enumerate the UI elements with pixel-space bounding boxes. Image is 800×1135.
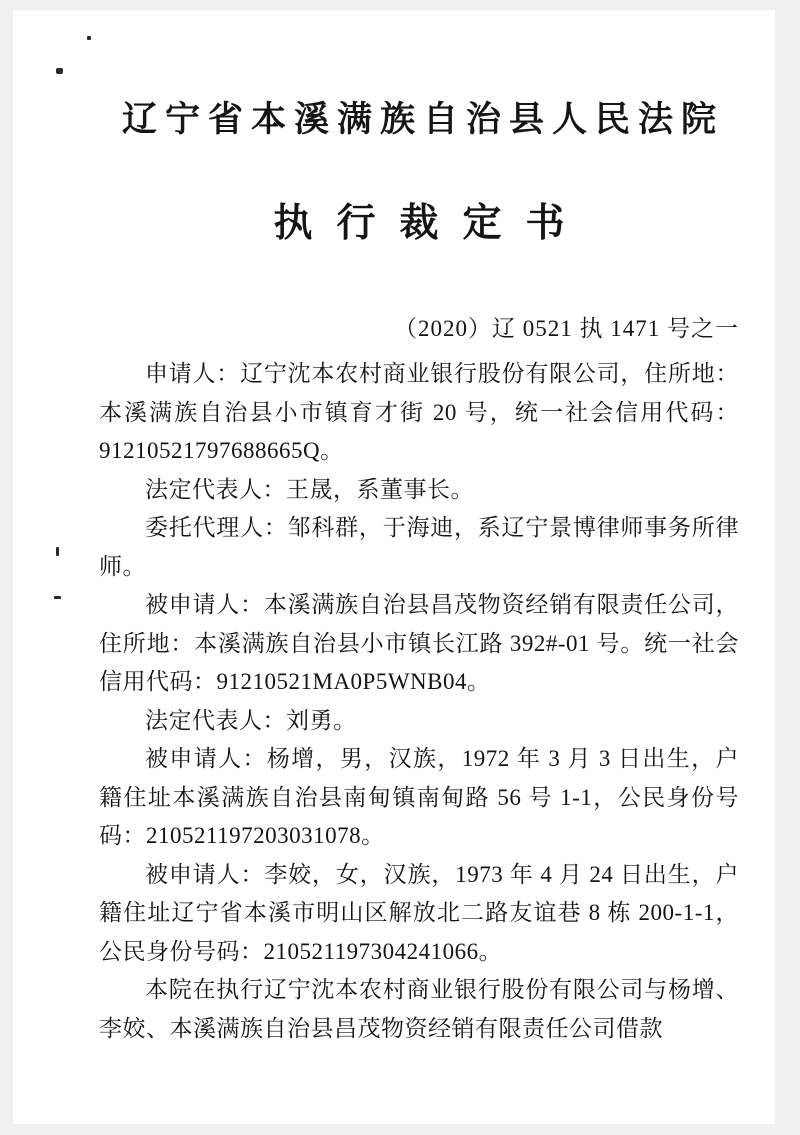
- paragraph-entrusted-agents: 委托代理人：邹科群，于海迪，系辽宁景博律师事务所律师。: [99, 515, 739, 579]
- paragraph-respondent-lijiao: 被申请人：李姣，女，汉族，1973 年 4 月 24 日出生，户籍住址辽宁省本溪市明山区解放北二路友谊巷 8 栋 200-1-1，公民身份号码：210521197304241066。: [99, 861, 739, 964]
- paragraph-respondent-yangzeng: 被申请人：杨增，男，汉族，1972 年 3 月 3 日出生，户籍住址本溪满族自治县南甸镇南甸路 56 号 1-1，公民身份号码：210521197203031078。: [99, 746, 739, 848]
- scan-artifact: [56, 547, 59, 556]
- scan-artifact: [56, 68, 63, 74]
- case-number: （2020）辽 0521 执 1471 号之一: [394, 316, 739, 341]
- paragraph-court-statement: 本院在执行辽宁沈本农村商业银行股份有限公司与杨增、李姣、本溪满族自治县昌茂物资经销有限责任公司借款: [99, 977, 739, 1041]
- document-page: [13, 10, 775, 1124]
- paragraph-applicant: 申请人：辽宁沈本农村商业银行股份有限公司，住所地：本溪满族自治县小市镇育才街 20 号，统一社会信用代码：91210521797688665Q。: [99, 361, 739, 463]
- scan-artifact: [54, 596, 61, 599]
- paragraph-legal-representative-2: 法定代表人：刘勇。: [145, 707, 357, 733]
- paragraph-legal-representative-1: 法定代表人：王晟，系董事长。: [145, 476, 474, 502]
- paragraph-respondent-company: 被申请人：本溪满族自治县昌茂物资经销有限责任公司，住所地：本溪满族自治县小市镇长江路 392#-01 号。统一社会信用代码：91210521MA0P5WNB04。: [99, 592, 739, 694]
- court-name-heading: 辽宁省本溪满族自治县人民法院: [121, 100, 724, 139]
- document-content: [99, 10, 739, 1048]
- document-title: 执行裁定书: [273, 202, 589, 245]
- scan-artifact: [87, 36, 91, 40]
- document-body: [99, 355, 739, 1048]
